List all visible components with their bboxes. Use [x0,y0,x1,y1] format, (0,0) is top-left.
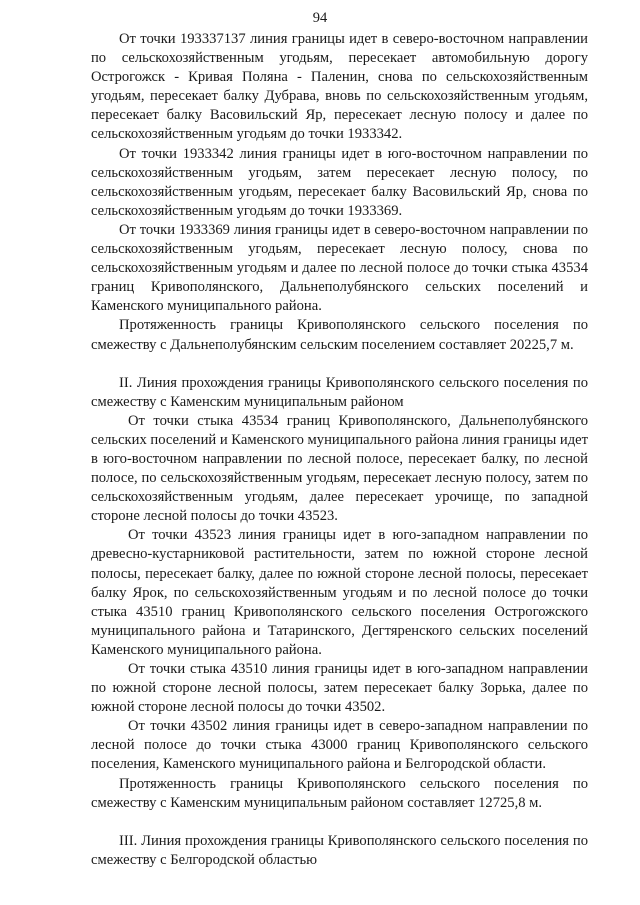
paragraph-3: От точки 1933369 линия границы идет в северо-восточном направлении по сельскохозяйственным угодьям, пересекает лесную полосу, снова по сельскохозяйственным угодьям и далее по лесной полосе до точки стыка 43534 границ Кривополянского, Дальнеполубянского сельских поселений и Каменского муниципального района. [91,221,588,315]
paragraph-5: От точки 43523 линия границы идет в юго-западном направлении по древесно-кустарниковой растительности, затем по южной стороне лесной полосы, пересекает балку, далее по южной стороне лесной полосы, пересекает балку Ярок, по сельскохозяйственным угодьям и по лесной полосе до точки стыка 43510 границ Кривополянского сельского поселения Острогожского муниципального района и Татаринского, Дегтяренского сельских поселений Каменского муниципального района. [91,527,588,658]
paragraph-2: От точки 1933342 линия границы идет в юго-восточном направлении по сельскохозяйственным угодьям, затем пересекает лесную полосу, по сельскохозяйственным угодьям, пересекает балку Васовильский Яр, снова по сельскохозяйственным угодьям до точки 1933369. [91,145,588,219]
section-heading-2: II. Линия прохождения границы Кривополянского сельского поселения по смежеству с Каменским муниципальным районом [91,374,588,410]
paragraph-6: От точки стыка 43510 линия границы идет в юго-западном направлении по южной стороне лесной полосы, затем пересекает балку Зорька, далее по южной стороне лесной полосы до точки 43502. [91,661,588,716]
document-body [91,30,588,870]
length-summary-2: Протяженность границы Кривополянского сельского поселения по смежеству с Каменским муниципальным районом составляет 12725,8 м. [91,775,588,811]
paragraph-1: От точки 193337137 линия границы идет в северо-восточном направлении по сельскохозяйственным угодьям, пересекает автомобильную дорогу Острогожск - Кривая Поляна - Паленин, снова по сельскохозяйственным угодьям, пересекает балку Дубрава, вновь по сельскохозяйственным угодьям, пересекает балку Васовильский Яр, пересекает лесную полосу и далее по сельскохозяйственным угодьям до точки 1933342. [91,31,588,143]
paragraph-4: От точки стыка 43534 границ Кривополянского, Дальнеполубянского сельских поселений и Каменского муниципального района линия границы идет в юго-восточном направлении по лесной полосе, пересекает балку, по лесной полосе, по сельскохозяйственным угодьям, пересекает лесную полосу, затем по сельскохозяйственным угодьям, далее пересекает урочище, по западной стороне лесной полосы до точки 43523. [91,412,588,525]
paragraph-7: От точки 43502 линия границы идет в северо-западном направлении по лесной полосе до точки стыка 43000 границ Кривополянского сельского поселения, Каменского муниципального района и Белгородской области. [91,718,588,773]
page-number: 94 [312,10,328,26]
section-heading-3: III. Линия прохождения границы Кривополянского сельского поселения по смежеству с Белгородской областью [91,832,588,868]
length-summary-1: Протяженность границы Кривополянского сельского поселения по смежеству с Дальнеполубянским сельским поселением составляет 20225,7 м. [91,317,588,353]
